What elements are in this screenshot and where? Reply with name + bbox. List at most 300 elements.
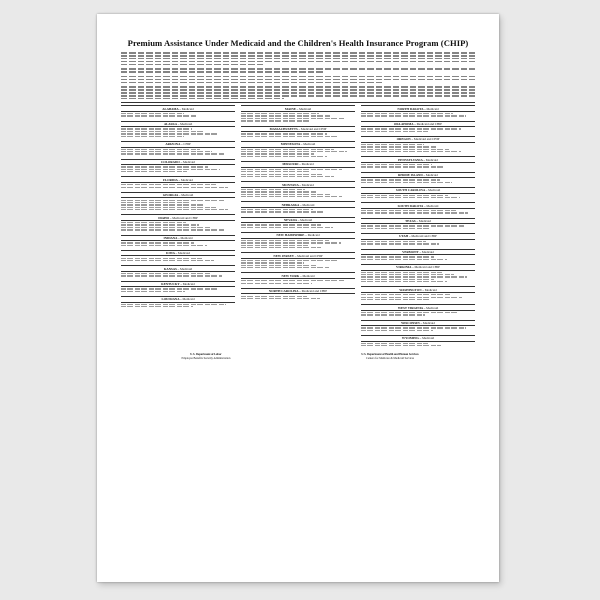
- detail-line: [121, 166, 208, 167]
- detail-line: [241, 171, 309, 172]
- heading-separator: –: [422, 305, 427, 310]
- heading-separator: –: [304, 233, 308, 238]
- state-heading: [121, 121, 235, 128]
- state-program: Medicaid: [426, 305, 439, 310]
- intro-paragraph: [121, 68, 475, 73]
- page-title: Premium Assistance Under Medicaid and the Children's Health Insurance Program (CHIP): [127, 38, 469, 48]
- text-line: [121, 71, 323, 73]
- state-details: [121, 304, 235, 308]
- state-entry: [121, 250, 235, 261]
- state-name: VIRGINIA: [396, 265, 412, 270]
- state-details: [241, 189, 355, 197]
- heading-separator: –: [413, 122, 417, 127]
- detail-line: [241, 176, 334, 177]
- state-entry: [361, 304, 475, 315]
- state-heading: [361, 249, 475, 256]
- detail-line: [361, 297, 462, 298]
- state-heading: [241, 252, 355, 259]
- state-program: Medicaid: [421, 249, 434, 254]
- state-program: Medicaid: [302, 202, 315, 207]
- state-name: COLORADO: [160, 159, 180, 164]
- state-program: Medicaid and CHIP: [411, 234, 437, 239]
- detail-line: [241, 136, 339, 137]
- detail-line: [241, 120, 311, 121]
- detail-line: [361, 182, 452, 183]
- state-heading: [121, 192, 235, 199]
- detail-line: [121, 113, 184, 114]
- detail-line: [361, 179, 440, 180]
- state-program: Medicaid: [182, 159, 195, 164]
- state-heading: [361, 320, 475, 327]
- state-details: [121, 222, 235, 230]
- state-name: RHODE ISLAND: [398, 172, 423, 177]
- text-line: [121, 61, 475, 63]
- detail-line: [121, 131, 204, 132]
- agency-line: Employee Benefits Security Administration: [181, 356, 231, 360]
- heading-separator: –: [300, 142, 304, 147]
- state-heading: [121, 105, 235, 112]
- heading-separator: –: [297, 126, 301, 131]
- state-entry: [241, 141, 355, 157]
- state-name: PENNSYLVANIA: [398, 157, 423, 162]
- heading-separator: –: [179, 159, 183, 164]
- state-entry: [361, 121, 475, 132]
- state-details: [361, 256, 475, 260]
- detail-line: [121, 242, 194, 243]
- detail-line: [361, 146, 436, 147]
- detail-line: [121, 209, 228, 210]
- state-heading: [121, 265, 235, 272]
- intro-paragraph: [121, 52, 475, 65]
- state-entry: [121, 265, 235, 276]
- detail-line: [361, 166, 444, 167]
- agency-contacts: [121, 353, 475, 360]
- state-program: Medicaid: [425, 172, 438, 177]
- state-name: OREGON: [396, 137, 411, 142]
- detail-line: [121, 260, 214, 261]
- state-details: [361, 327, 475, 331]
- state-details: [121, 113, 235, 117]
- detail-line: [361, 345, 441, 346]
- state-name: NORTH DAKOTA: [397, 106, 424, 111]
- state-program: Medicaid: [422, 320, 435, 325]
- state-name: NEVADA: [283, 218, 297, 223]
- document-page: [97, 14, 499, 582]
- state-details: [241, 280, 355, 284]
- detail-line: [121, 169, 220, 170]
- heading-separator: –: [177, 235, 181, 240]
- state-details: [361, 144, 475, 152]
- state-programs-grid: [121, 105, 475, 350]
- text-line: [121, 86, 475, 88]
- state-heading: [241, 161, 355, 168]
- heading-separator: –: [169, 215, 173, 220]
- state-entry: [121, 192, 235, 211]
- state-name: IOWA: [166, 251, 175, 256]
- state-entry: [361, 320, 475, 331]
- state-details: [121, 273, 235, 277]
- detail-line: [241, 196, 342, 197]
- text-line: [121, 79, 475, 81]
- heading-separator: –: [423, 203, 427, 208]
- state-details: [121, 258, 235, 262]
- state-name: NEW JERSEY: [273, 253, 294, 258]
- detail-line: [241, 267, 329, 268]
- detail-line: [241, 189, 305, 190]
- state-entry: [121, 296, 235, 307]
- state-name: MASSACHUSETTS: [269, 126, 298, 131]
- state-program: Medicaid: [301, 162, 314, 167]
- detail-line: [361, 113, 453, 114]
- heading-separator: –: [178, 193, 182, 198]
- state-entry: [241, 217, 355, 228]
- heading-separator: –: [422, 172, 426, 177]
- state-program: Medicaid: [428, 188, 441, 193]
- heading-separator: –: [298, 182, 302, 187]
- divider: [121, 102, 475, 103]
- heading-separator: –: [422, 157, 426, 162]
- state-program: Medicaid and CHIP: [297, 253, 323, 258]
- text-line: [121, 55, 475, 57]
- state-heading: [121, 214, 235, 221]
- state-name: SOUTH CAROLINA: [395, 188, 425, 193]
- state-details: [241, 149, 355, 157]
- state-entry: [361, 264, 475, 283]
- state-column-3: [361, 105, 475, 350]
- state-name: MONTANA: [282, 182, 299, 187]
- detail-line: [361, 274, 454, 275]
- detail-line: [361, 115, 466, 116]
- text-line: [121, 76, 475, 78]
- detail-line: [241, 115, 331, 116]
- footer: [121, 353, 475, 363]
- detail-line: [361, 299, 429, 300]
- state-entry: [241, 181, 355, 197]
- state-name: WEST VIRGINIA: [397, 305, 423, 310]
- state-heading: [241, 105, 355, 112]
- state-details: [361, 113, 475, 117]
- state-program: Medicaid: [181, 106, 194, 111]
- heading-separator: –: [176, 266, 181, 271]
- state-program: Medicaid: [181, 193, 194, 198]
- text-line: [121, 82, 383, 84]
- state-entry: [121, 176, 235, 187]
- detail-line: [241, 194, 330, 195]
- detail-line: [121, 204, 203, 205]
- text-line: [121, 98, 284, 100]
- text-line: [121, 92, 475, 94]
- state-entry: [121, 105, 235, 116]
- state-heading: [361, 172, 475, 179]
- detail-line: [241, 151, 347, 152]
- state-program: Medicaid: [426, 106, 439, 111]
- state-heading: [121, 296, 235, 303]
- detail-line: [121, 115, 196, 116]
- state-heading: [361, 218, 475, 225]
- state-details: [121, 128, 235, 136]
- state-entry: [361, 136, 475, 152]
- state-name: TEXAS: [405, 219, 416, 224]
- detail-line: [361, 276, 467, 277]
- heading-separator: –: [176, 122, 181, 127]
- state-entry: [241, 252, 355, 268]
- state-name: SOUTH DAKOTA: [397, 203, 424, 208]
- text-line: [121, 64, 263, 66]
- state-program: Medicaid: [303, 142, 316, 147]
- text-line: [121, 89, 475, 91]
- agency-dol: [121, 353, 291, 360]
- detail-line: [361, 151, 461, 152]
- state-program: Medicaid: [425, 157, 438, 162]
- state-name: WISCONSIN: [401, 320, 420, 325]
- agency-hhs: [305, 353, 475, 360]
- state-details: [361, 164, 475, 168]
- state-entry: [361, 218, 475, 229]
- detail-line: [121, 229, 224, 230]
- state-name: ALASKA: [163, 122, 177, 127]
- detail-line: [121, 202, 191, 203]
- state-details: [241, 209, 355, 213]
- detail-line: [361, 144, 424, 145]
- detail-line: [241, 242, 341, 243]
- state-details: [241, 260, 355, 268]
- state-entry: [241, 105, 355, 121]
- detail-line: [121, 187, 228, 188]
- text-line: [121, 58, 475, 60]
- detail-line: [361, 312, 458, 313]
- state-details: [121, 288, 235, 292]
- heading-separator: –: [296, 218, 301, 223]
- state-entry: [361, 187, 475, 198]
- state-name: MINNESOTA: [280, 142, 300, 147]
- detail-line: [361, 225, 464, 226]
- state-program: Medicaid: [302, 273, 315, 278]
- state-entry: [361, 105, 475, 116]
- state-details: [361, 312, 475, 316]
- state-heading: [361, 121, 475, 128]
- state-heading: [241, 126, 355, 133]
- detail-line: [121, 171, 187, 172]
- heading-separator: –: [419, 320, 423, 325]
- detail-line: [361, 164, 432, 165]
- state-details: [361, 225, 475, 229]
- detail-line: [121, 149, 200, 150]
- state-details: [361, 179, 475, 183]
- state-entry: [361, 156, 475, 167]
- state-name: OKLAHOMA: [393, 122, 414, 127]
- detail-line: [361, 210, 456, 211]
- state-name: WYOMING: [401, 336, 419, 341]
- state-name: FLORIDA: [163, 177, 178, 182]
- state-name: MAINE: [284, 106, 296, 111]
- state-name: MISSOURI: [282, 162, 299, 167]
- state-heading: [241, 288, 355, 295]
- state-column-1: [121, 105, 235, 350]
- detail-line: [241, 227, 333, 228]
- detail-line: [241, 224, 321, 225]
- state-name: NEW HAMPSHIRE: [276, 233, 305, 238]
- detail-line: [121, 133, 217, 134]
- state-entry: [241, 201, 355, 212]
- state-heading: [121, 141, 235, 148]
- state-details: [241, 113, 355, 121]
- heading-separator: –: [408, 234, 412, 239]
- detail-line: [361, 259, 447, 260]
- state-heading: [361, 233, 475, 240]
- state-entry: [361, 172, 475, 183]
- state-heading: [121, 281, 235, 288]
- state-entry: [121, 281, 235, 292]
- state-entry: [361, 286, 475, 300]
- heading-separator: –: [299, 202, 303, 207]
- state-name: INDIANA: [163, 235, 178, 240]
- state-program: Medicaid: [424, 287, 437, 292]
- state-entry: [241, 126, 355, 137]
- detail-line: [361, 343, 428, 344]
- state-details: [121, 166, 235, 172]
- state-entry: [121, 121, 235, 137]
- detail-line: [361, 330, 433, 331]
- detail-line: [361, 243, 439, 244]
- detail-line: [121, 288, 218, 289]
- detail-line: [121, 153, 225, 154]
- state-entry: [121, 235, 235, 246]
- state-name: GEORGIA: [162, 193, 178, 198]
- state-heading: [121, 235, 235, 242]
- detail-line: [361, 128, 461, 129]
- state-details: [361, 343, 475, 347]
- state-name: KENTUCKY: [161, 281, 180, 286]
- heading-separator: –: [299, 273, 303, 278]
- state-entry: [361, 233, 475, 244]
- detail-line: [121, 273, 210, 274]
- detail-line: [121, 224, 199, 225]
- state-details: [241, 133, 355, 137]
- detail-line: [241, 283, 312, 284]
- state-heading: [361, 156, 475, 163]
- state-program: Medicaid: [418, 219, 431, 224]
- detail-line: [121, 136, 184, 137]
- intro-paragraphs: [121, 52, 475, 99]
- agency-name: U.S. Department of Health and Human Services: [361, 353, 419, 357]
- text-line: [121, 68, 475, 70]
- state-heading: [361, 264, 475, 271]
- state-program: Medicaid: [180, 177, 193, 182]
- state-name: ARIZONA: [165, 142, 181, 147]
- heading-separator: –: [178, 106, 182, 111]
- state-name: ALABAMA: [162, 106, 179, 111]
- detail-line: [241, 247, 321, 248]
- state-entry: [121, 214, 235, 230]
- state-program: Medicaid and CHIP: [300, 126, 327, 131]
- state-heading: [241, 272, 355, 279]
- state-program: Medicaid: [180, 266, 193, 271]
- heading-separator: –: [177, 177, 181, 182]
- state-details: [361, 272, 475, 283]
- state-entry: [241, 272, 355, 283]
- detail-line: [241, 191, 317, 192]
- state-details: [361, 210, 475, 214]
- detail-line: [241, 169, 342, 170]
- detail-line: [241, 209, 313, 210]
- state-name: IDAHO: [158, 215, 170, 220]
- detail-line: [361, 256, 434, 257]
- detail-line: [241, 296, 307, 297]
- heading-separator: –: [295, 106, 300, 111]
- detail-line: [361, 197, 460, 198]
- state-program: Medicaid and CHIP: [301, 289, 328, 294]
- state-details: [241, 169, 355, 177]
- detail-line: [361, 228, 431, 229]
- state-heading: [121, 159, 235, 166]
- heading-separator: –: [298, 162, 302, 167]
- state-details: [361, 128, 475, 132]
- detail-line: [241, 240, 329, 241]
- detail-line: [121, 207, 216, 208]
- state-name: UTAH: [399, 234, 409, 239]
- state-program: Medicaid: [177, 251, 190, 256]
- heading-separator: –: [421, 287, 425, 292]
- text-line: [121, 52, 475, 54]
- state-heading: [241, 201, 355, 208]
- heading-separator: –: [423, 106, 427, 111]
- state-program: Medicaid: [180, 235, 193, 240]
- state-heading: [361, 304, 475, 311]
- state-name: LOUISIANA: [161, 297, 180, 302]
- detail-line: [241, 153, 314, 154]
- state-entry: [121, 159, 235, 173]
- detail-line: [241, 245, 308, 246]
- detail-line: [241, 133, 327, 134]
- state-column-2: [241, 105, 355, 350]
- text-line: [121, 95, 475, 97]
- detail-line: [121, 222, 186, 223]
- state-heading: [361, 187, 475, 194]
- intro-paragraph: [121, 86, 475, 99]
- detail-line: [361, 279, 434, 280]
- detail-line: [241, 262, 304, 263]
- agency-line: Centers for Medicare & Medicaid Services: [366, 356, 415, 360]
- state-program: Medicaid and CHIP: [416, 122, 443, 127]
- state-name: NORTH CAROLINA: [268, 289, 299, 294]
- state-heading: [241, 181, 355, 188]
- detail-line: [241, 149, 334, 150]
- detail-line: [241, 118, 344, 119]
- detail-line: [241, 280, 345, 281]
- state-program: Medicaid: [182, 297, 195, 302]
- state-heading: [121, 176, 235, 183]
- state-program: Medicaid: [180, 122, 193, 127]
- state-details: [361, 294, 475, 300]
- state-entry: [361, 249, 475, 260]
- detail-line: [361, 195, 448, 196]
- detail-line: [241, 174, 322, 175]
- state-heading: [361, 286, 475, 293]
- state-details: [121, 149, 235, 155]
- detail-line: [121, 291, 185, 292]
- detail-line: [361, 272, 442, 273]
- detail-line: [121, 184, 216, 185]
- detail-line: [241, 298, 320, 299]
- state-details: [121, 184, 235, 188]
- state-program: CHIP: [183, 142, 191, 147]
- heading-separator: –: [424, 188, 429, 193]
- detail-line: [361, 327, 466, 328]
- state-entry: [241, 288, 355, 299]
- state-details: [121, 242, 235, 246]
- state-program: Medicaid: [307, 233, 320, 238]
- agency-name: U.S. Department of Labor: [190, 353, 222, 357]
